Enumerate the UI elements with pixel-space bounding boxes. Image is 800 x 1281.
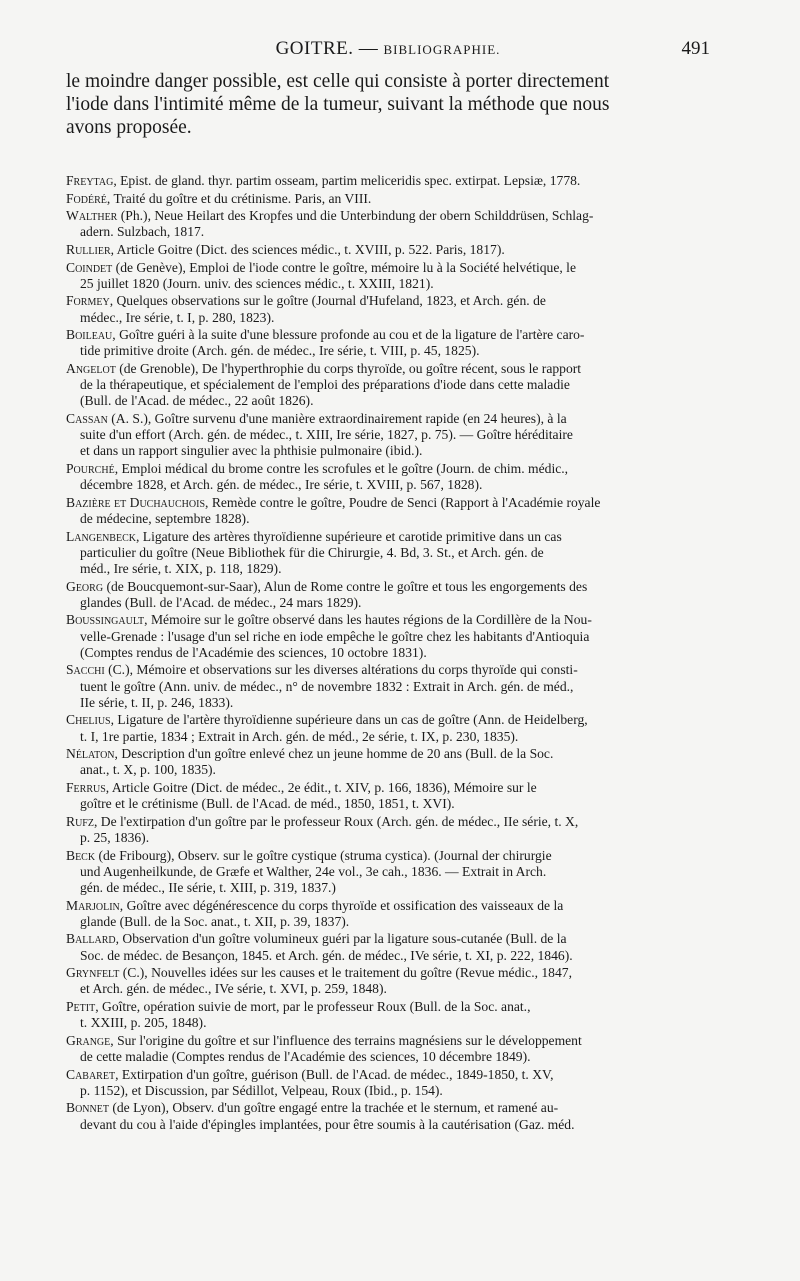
author-name: Angelot xyxy=(66,360,116,376)
author-name: Pourché xyxy=(66,460,115,476)
bibliography-line: glandes (Bull. de l'Acad. de médec., 24 mars 1829). xyxy=(80,594,362,610)
author-name: Beck xyxy=(66,847,96,863)
bibliography-line: goître et le crétinisme (Bull. de l'Acad. de méd., 1850, 1851, t. XVI). xyxy=(80,796,455,812)
bibliography-line: et Arch. gén. de médec., IVe série, t. XVI, p. 259, 1848). xyxy=(80,981,387,997)
author-name: Fodéré xyxy=(66,190,107,206)
author-name: Bonnet xyxy=(66,1100,109,1116)
bibliography-line: Georg (de Boucquemont-sur-Saar), Alun de Rome contre le goître et tous les engorgements des xyxy=(66,578,588,594)
bibliography-line: glande (Bull. de la Soc. anat., t. XII, p. 39, 1837). xyxy=(80,913,350,929)
bibliography-entry xyxy=(66,173,710,189)
bibliography-line: Rufz, De l'extirpation d'un goître par le professeur Roux (Arch. gén. de médec., IIe série, t. X, xyxy=(66,813,579,829)
bibliography-line: Chelius, Ligature de l'artère thyroïdienne supérieure dans un cas de goître (Ann. de Heidelberg, xyxy=(66,712,588,728)
bibliography-entry xyxy=(66,361,710,410)
bibliography-line: Coindet (de Genève), Emploi de l'iode contre le goître, mémoire lu à la Société helvétique, le xyxy=(66,259,576,275)
bibliography-line: tide primitive droite (Arch. gén. de médec., Ire série, t. VIII, p. 45, 1825). xyxy=(80,343,480,359)
bibliography-entry xyxy=(66,411,710,460)
bibliography-line: Angelot (de Grenoble), De l'hyperthrophie du corps thyroïde, ou goître récent, sous le rapport xyxy=(66,360,582,376)
author-name: Marjolin xyxy=(66,897,120,913)
bibliography-entry xyxy=(66,1033,710,1065)
bibliography-entry xyxy=(66,898,710,930)
bibliography-line: t. XXIII, p. 205, 1848). xyxy=(80,1015,207,1031)
bibliography-line: Langenbeck, Ligature des artères thyroïdienne supérieure et carotide primitive dans un cas xyxy=(66,528,562,544)
bibliography-line: adern. Sulzbach, 1817. xyxy=(80,224,205,240)
bibliography-line: Ferrus, Article Goitre (Dict. de médec., 2e édit., t. XIV, p. 166, 1836), Mémoire sur le xyxy=(66,779,537,795)
running-title xyxy=(66,38,710,60)
author-name: Petit xyxy=(66,998,96,1014)
author-name: Chelius xyxy=(66,712,111,728)
bibliography-entry xyxy=(66,712,710,744)
bibliography-line: de médecine, septembre 1828). xyxy=(80,510,250,526)
bibliography-line: (Comptes rendus de l'Académie des sciences, 10 octobre 1831). xyxy=(80,644,427,660)
bibliography-line: Formey, Quelques observations sur le goître (Journal d'Hufeland, 1823, et Arch. gén. de xyxy=(66,293,546,309)
bibliography-entry xyxy=(66,848,710,897)
bibliography-line: 25 juillet 1820 (Journ. univ. des sciences médic., t. XXIII, 1821). xyxy=(80,275,434,291)
bibliography-line: et dans un rapport singulier avec la phthisie pulmonaire (ibid.). xyxy=(80,443,423,459)
bibliography-entry xyxy=(66,293,710,325)
bibliography-line: de cette maladie (Comptes rendus de l'Académie des sciences, 10 décembre 1849). xyxy=(80,1048,531,1064)
bibliography-line: Cabaret, Extirpation d'un goître, guérison (Bull. de l'Acad. de médec., 1849-1850, t. XV, xyxy=(66,1066,554,1082)
author-name: Rullier xyxy=(66,241,111,257)
bibliography-line: Pourché, Emploi médical du brome contre les scrofules et le goître (Journ. de chim. médic., xyxy=(66,460,569,476)
bibliography-line: de la thérapeutique, et spécialement de l'emploi des préparations d'iode dans cette maladie xyxy=(80,377,570,393)
bibliography-line: médec., Ire série, t. I, p. 280, 1823). xyxy=(80,309,275,325)
author-name: Nélaton xyxy=(66,746,115,762)
bibliography-entry xyxy=(66,1100,710,1132)
bibliography-line: Grynfelt (C.), Nouvelles idées sur les causes et le traitement du goître (Revue médic., 1847, xyxy=(66,965,572,981)
author-name: Coindet xyxy=(66,259,113,275)
running-header xyxy=(66,38,710,64)
bibliography-entry xyxy=(66,612,710,661)
bibliography-line: méd., Ire série, t. XIX, p. 118, 1829). xyxy=(80,560,282,576)
intro-paragraph xyxy=(66,70,714,139)
bibliography-line: velle-Grenade : l'usage d'un sel riche en iode empêche le goître chez les habitants d'Antioquia xyxy=(80,628,590,644)
author-name: Langenbeck xyxy=(66,528,136,544)
author-name: Sacchi xyxy=(66,662,105,678)
author-name: Ballard xyxy=(66,931,116,947)
bibliography-line: Sacchi (C.), Mémoire et observations sur les diverses altérations du corps thyroïde qui consti- xyxy=(66,662,578,678)
author-name: Grange xyxy=(66,1032,111,1048)
author-name: Freytag xyxy=(66,173,114,188)
intro-line: l'iode dans l'intimité même de la tumeur, suivant la méthode que nous xyxy=(66,94,610,115)
intro-line: avons proposée. xyxy=(66,117,192,138)
bibliography-line: (Bull. de l'Acad. de médec., 22 août 1826). xyxy=(80,393,314,409)
bibliography-entry xyxy=(66,746,710,778)
bibliography-entry xyxy=(66,242,710,258)
author-name: Walther xyxy=(66,208,118,224)
bibliography-line: Soc. de médec. de Besançon, 1845. et Arch. gén. de médec., IVe série, t. XI, p. 222, 1846). xyxy=(80,947,573,963)
author-name: Ferrus xyxy=(66,779,106,795)
bibliography-entry xyxy=(66,1067,710,1099)
bibliography-line: und Augenheilkunde, de Græfe et Walther, 24e vol., 3e cah., 1836. — Extrait in Arch. xyxy=(80,863,547,879)
bibliography-list xyxy=(66,173,710,1134)
bibliography-line: IIe série, t. II, p. 246, 1833). xyxy=(80,694,234,710)
author-name: Grynfelt xyxy=(66,965,120,981)
bibliography-line: décembre 1828, et Arch. gén. de médec., Ire série, t. XVIII, p. 567, 1828). xyxy=(80,477,483,493)
bibliography-entry xyxy=(66,327,710,359)
author-name: Boussingault xyxy=(66,612,145,628)
author-name: Georg xyxy=(66,578,104,594)
bibliography-entry xyxy=(66,965,710,997)
bibliography-line: gén. de médec., IIe série, t. XIII, p. 319, 1837.) xyxy=(80,879,336,895)
bibliography-line: Walther (Ph.), Neue Heilart des Kropfes und die Unterbindung der obern Schilddrüsen, Schlag- xyxy=(66,208,594,224)
bibliography-entry xyxy=(66,191,710,207)
bibliography-line: Rullier, Article Goitre (Dict. des sciences médic., t. XVIII, p. 522. Paris, 1817). xyxy=(66,241,505,257)
bibliography-line: particulier du goître (Neue Bibliothek für die Chirurgie, 4. Bd, 3. St., et Arch. gén. de xyxy=(80,544,544,560)
bibliography-line: anat., t. X, p. 100, 1835). xyxy=(80,762,216,778)
author-name: Formey xyxy=(66,293,110,309)
bibliography-entry xyxy=(66,662,710,711)
bibliography-line: Ballard, Observation d'un goître volumineux guéri par la ligature sous-cutanée (Bull. de la xyxy=(66,931,567,947)
bibliography-line: Cassan (A. S.), Goître survenu d'une manière extraordinairement rapide (en 24 heures), à la xyxy=(66,410,567,426)
bibliography-entry xyxy=(66,999,710,1031)
bibliography-entry xyxy=(66,208,710,240)
bibliography-line: suite d'un effort (Arch. gén. de médec., t. XIII, Ire série, 1827, p. 75). — Goître héréditaire xyxy=(80,427,573,443)
bibliography-line: Bonnet (de Lyon), Observ. d'un goître engagé entre la trachée et le sternum, et ramené au- xyxy=(66,1100,559,1116)
header-title: GOITRE. — xyxy=(275,38,379,59)
bibliography-line: p. 1152), et Discussion, par Sédillot, Velpeau, Roux (Ibid., p. 154). xyxy=(80,1082,443,1098)
header-subtitle: BIBLIOGRAPHIE. xyxy=(383,42,501,57)
page-number: 491 xyxy=(681,38,710,59)
bibliography-line: Freytag, Epist. de gland. thyr. partim osseam, partim meliceridis spec. extirpat. Lepsiæ, 1778. xyxy=(66,173,581,188)
bibliography-line: p. 25, 1836). xyxy=(80,829,150,845)
bibliography-entry xyxy=(66,780,710,812)
bibliography-entry xyxy=(66,814,710,846)
bibliography-line: devant du cou à l'aide d'épingles implantées, pour être soumis à la cautérisation (Gaz. méd. xyxy=(80,1116,575,1132)
bibliography-line: Boussingault, Mémoire sur le goître observé dans les hautes régions de la Cordillère de la Nou- xyxy=(66,612,592,628)
bibliography-entry xyxy=(66,461,710,493)
bibliography-entry xyxy=(66,529,710,578)
bibliography-entry xyxy=(66,260,710,292)
bibliography-line: Nélaton, Description d'un goître enlevé chez un jeune homme de 20 ans (Bull. de la Soc. xyxy=(66,746,554,762)
author-name: Rufz xyxy=(66,813,94,829)
bibliography-line: Petit, Goître, opération suivie de mort, par le professeur Roux (Bull. de la Soc. anat., xyxy=(66,998,531,1014)
author-name: Cassan xyxy=(66,410,108,426)
bibliography-entry xyxy=(66,495,710,527)
bibliography-line: Bazière et Duchauchois, Remède contre le goître, Poudre de Senci (Rapport à l'Académie royale xyxy=(66,494,601,510)
bibliography-line: t. I, 1re partie, 1834 ; Extrait in Arch. gén. de méd., 2e série, t. IX, p. 230, 1835). xyxy=(80,728,519,744)
bibliography-entry xyxy=(66,931,710,963)
intro-line: le moindre danger possible, est celle qui consiste à porter directement xyxy=(66,71,610,92)
bibliography-entry xyxy=(66,579,710,611)
bibliography-line: Boileau, Goître guéri à la suite d'une blessure profonde au cou et de la ligature de l'artère caro- xyxy=(66,327,585,343)
bibliography-line: Grange, Sur l'origine du goître et sur l'influence des terrains magnésiens sur le développement xyxy=(66,1032,582,1048)
bibliography-line: tuent le goître (Ann. univ. de médec., n° de novembre 1832 : Extrait in Arch. gén. de méd., xyxy=(80,678,574,694)
author-name: Boileau xyxy=(66,327,113,343)
bibliography-line: Beck (de Fribourg), Observ. sur le goître cystique (struma cystica). (Journal der chirurgie xyxy=(66,847,552,863)
author-name: Cabaret xyxy=(66,1066,116,1082)
bibliography-line: Fodéré, Traité du goître et du crétinisme. Paris, an VIII. xyxy=(66,190,372,206)
author-name: Bazière et Duchauchois xyxy=(66,494,206,510)
bibliography-line: Marjolin, Goître avec dégénérescence du corps thyroïde et ossification des vaisseaux de la xyxy=(66,897,564,913)
